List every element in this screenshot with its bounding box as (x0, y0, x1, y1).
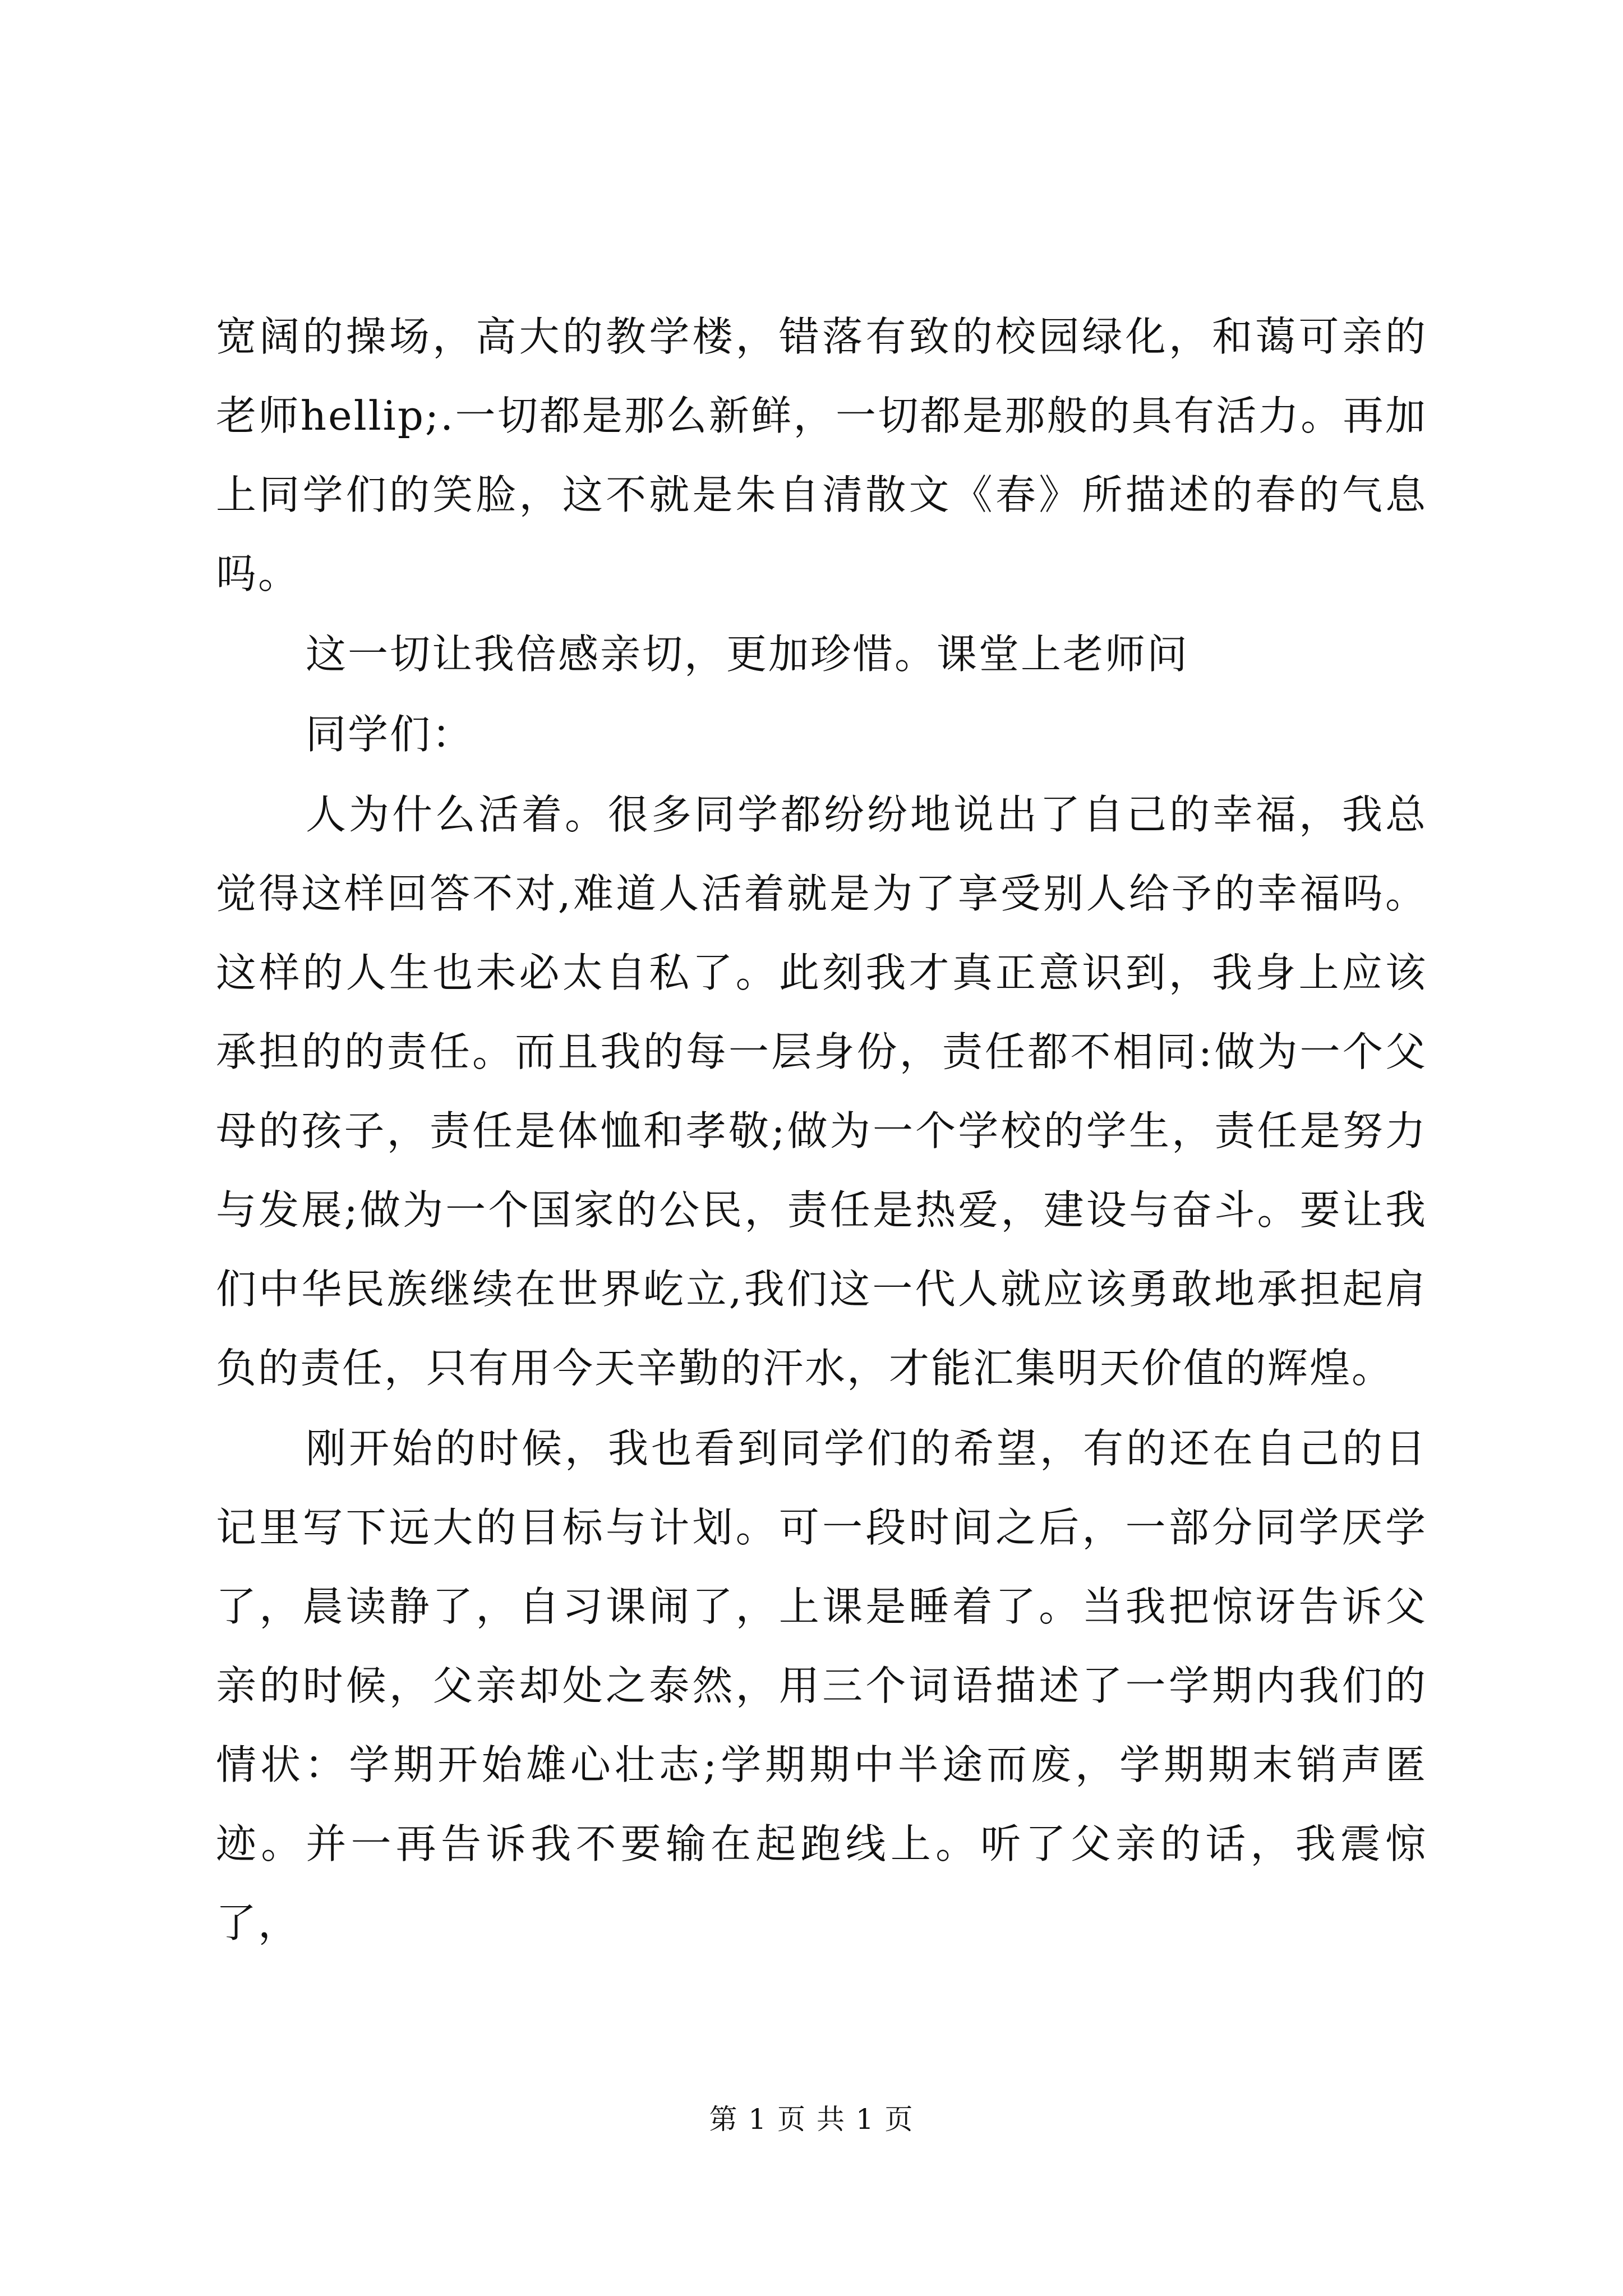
paragraph-3: 同学们： (306, 711, 474, 758)
page-number-footer: 第 1 页 共 1 页 (709, 2103, 914, 2136)
paragraph-2: 这一切让我倍感亲切，更加珍惜。课堂上老师问 (306, 631, 1189, 678)
paragraph-4: 人为什么活着。很多同学都纷纷地说出了自己的幸福，我总觉得这样回答不对,难道人活着就是为了享受别人给予的幸福吗。这样的人生也未必太自私了。此刻我才真正意识到，我身上应该承担的的责任。而且我的每一层身份，责任都不相同:做为一个父母的孩子，责任是体恤和孝敬;做为一个学校的学生，责任是努力与发展;做为一个国家的公民，责任是热爱，建设与奋斗。要让我们中华民族继续在世界屹立,我们这一代人就应该勇敢地承担起肩负的责任，只有用今天辛勤的汗水，才能汇集明天价值的辉煌。 (216, 791, 1427, 1392)
paragraph-5: 刚开始的时候，我也看到同学们的希望，有的还在自己的日记里写下远大的目标与计划。可一段时间之后，一部分同学厌学了，晨读静了，自习课闹了，上课是睡着了。当我把惊讶告诉父亲的时候，父亲却处之泰然，用三个词语描述了一学期内我们的情状：学期开始雄心壮志;学期期中半途而废，学期期末销声匿迹。并一再告诉我不要输在起跑线上。听了父亲的话，我震惊了， (216, 1425, 1427, 1947)
document-body (216, 297, 1427, 1964)
paragraph-1: 宽阔的操场，高大的教学楼，错落有致的校园绿化，和蔼可亲的老师hellip;.一切都是那么新鲜，一切都是那般的具有活力。再加上同学们的笑脸，这不就是朱自清散文《春》所描述的春的气息吗。 (216, 313, 1427, 597)
